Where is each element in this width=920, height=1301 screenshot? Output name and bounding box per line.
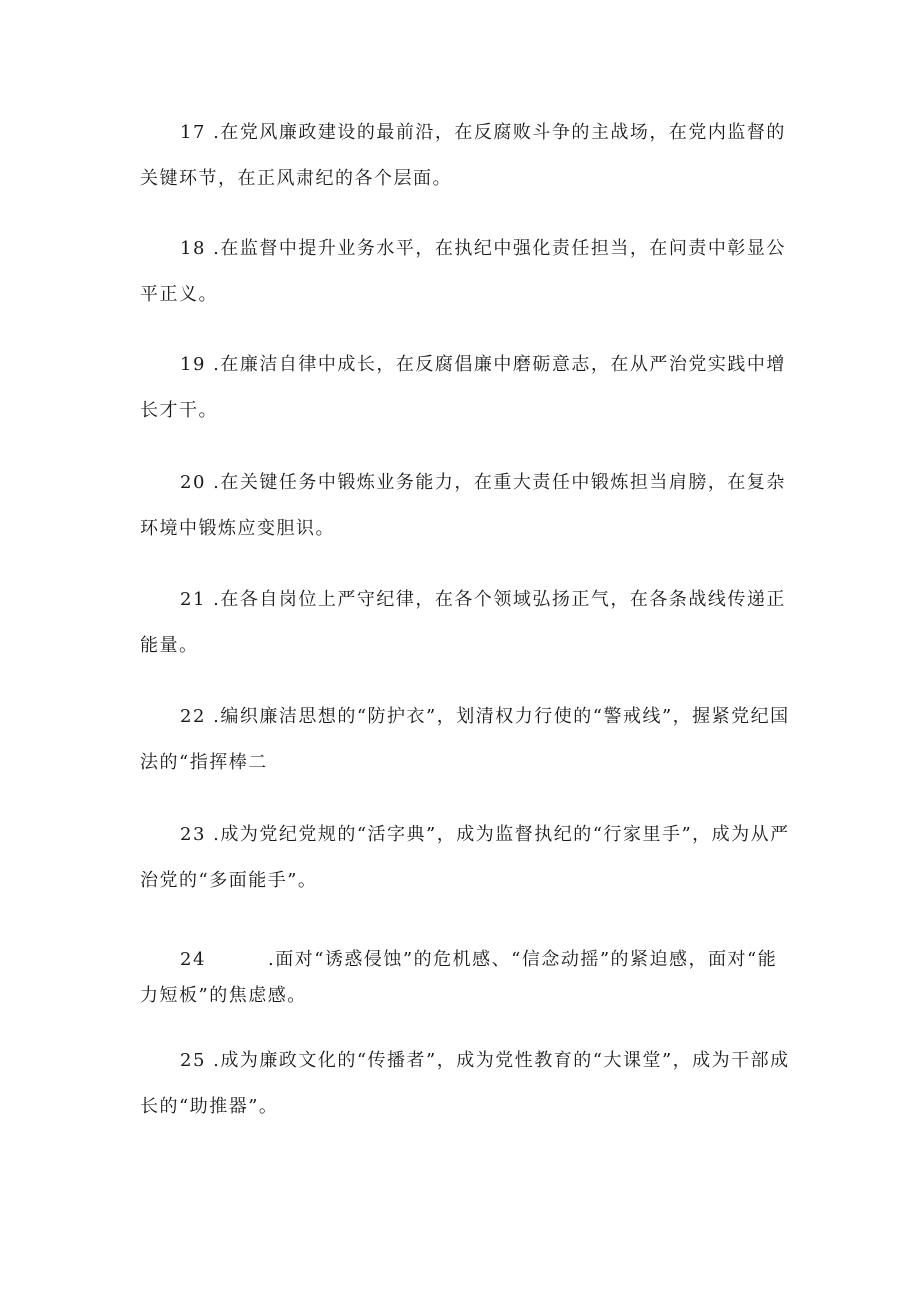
item-number: 22 <box>180 706 206 727</box>
list-item-23 <box>140 812 790 904</box>
item-text: .编织廉洁思想的“防护衣”，划清权力行使的“警戒线”，握紧党纪国法的“指挥棒二 <box>140 706 790 773</box>
item-text: .在党风廉政建设的最前沿，在反腐败斗争的主战场，在党内监督的关键环节，在正风肃纪的各个层面。 <box>140 122 786 189</box>
item-text: .在关键任务中锻炼业务能力，在重大责任中锻炼担当肩膀，在复杂环境中锻炼应变胆识。 <box>140 472 786 539</box>
item-text: .在各自岗位上严守纪律，在各个领域弘扬正气，在各条战线传递正能量。 <box>140 589 786 656</box>
item-text: .在监督中提升业务水平，在执纪中强化责任担当，在问责中彰显公平正义。 <box>140 238 786 305</box>
list-item-25 <box>140 1038 790 1130</box>
item-number: 17 <box>180 122 206 143</box>
item-text: .面对“诱惑侵蚀”的危机感、“信念动摇”的紧迫感，面对“能力短板”的焦虑感。 <box>140 949 778 1006</box>
list-item-19 <box>140 342 790 434</box>
list-item-21 <box>140 577 790 669</box>
list-item-17 <box>140 110 790 202</box>
list-item-22 <box>140 694 790 786</box>
item-number: 24 <box>180 949 206 970</box>
item-number: 20 <box>180 472 206 493</box>
item-text: .成为廉政文化的“传播者”，成为党性教育的“大课堂”，成为干部成长的“助推器”。 <box>140 1050 790 1117</box>
list-item-18 <box>140 226 790 318</box>
list-item-20 <box>140 460 790 552</box>
item-number: 25 <box>180 1050 206 1071</box>
item-number: 21 <box>180 589 206 610</box>
item-number: 18 <box>180 238 206 259</box>
item-number: 19 <box>180 354 206 375</box>
item-number: 23 <box>180 824 206 845</box>
item-text: .在廉洁自律中成长，在反腐倡廉中磨砺意志，在从严治党实践中增长才干。 <box>140 354 786 421</box>
item-text: .成为党纪党规的“活字典”，成为监督执纪的“行家里手”，成为从严治党的“多面能手”。 <box>140 824 790 891</box>
list-item-24 <box>140 942 790 1014</box>
